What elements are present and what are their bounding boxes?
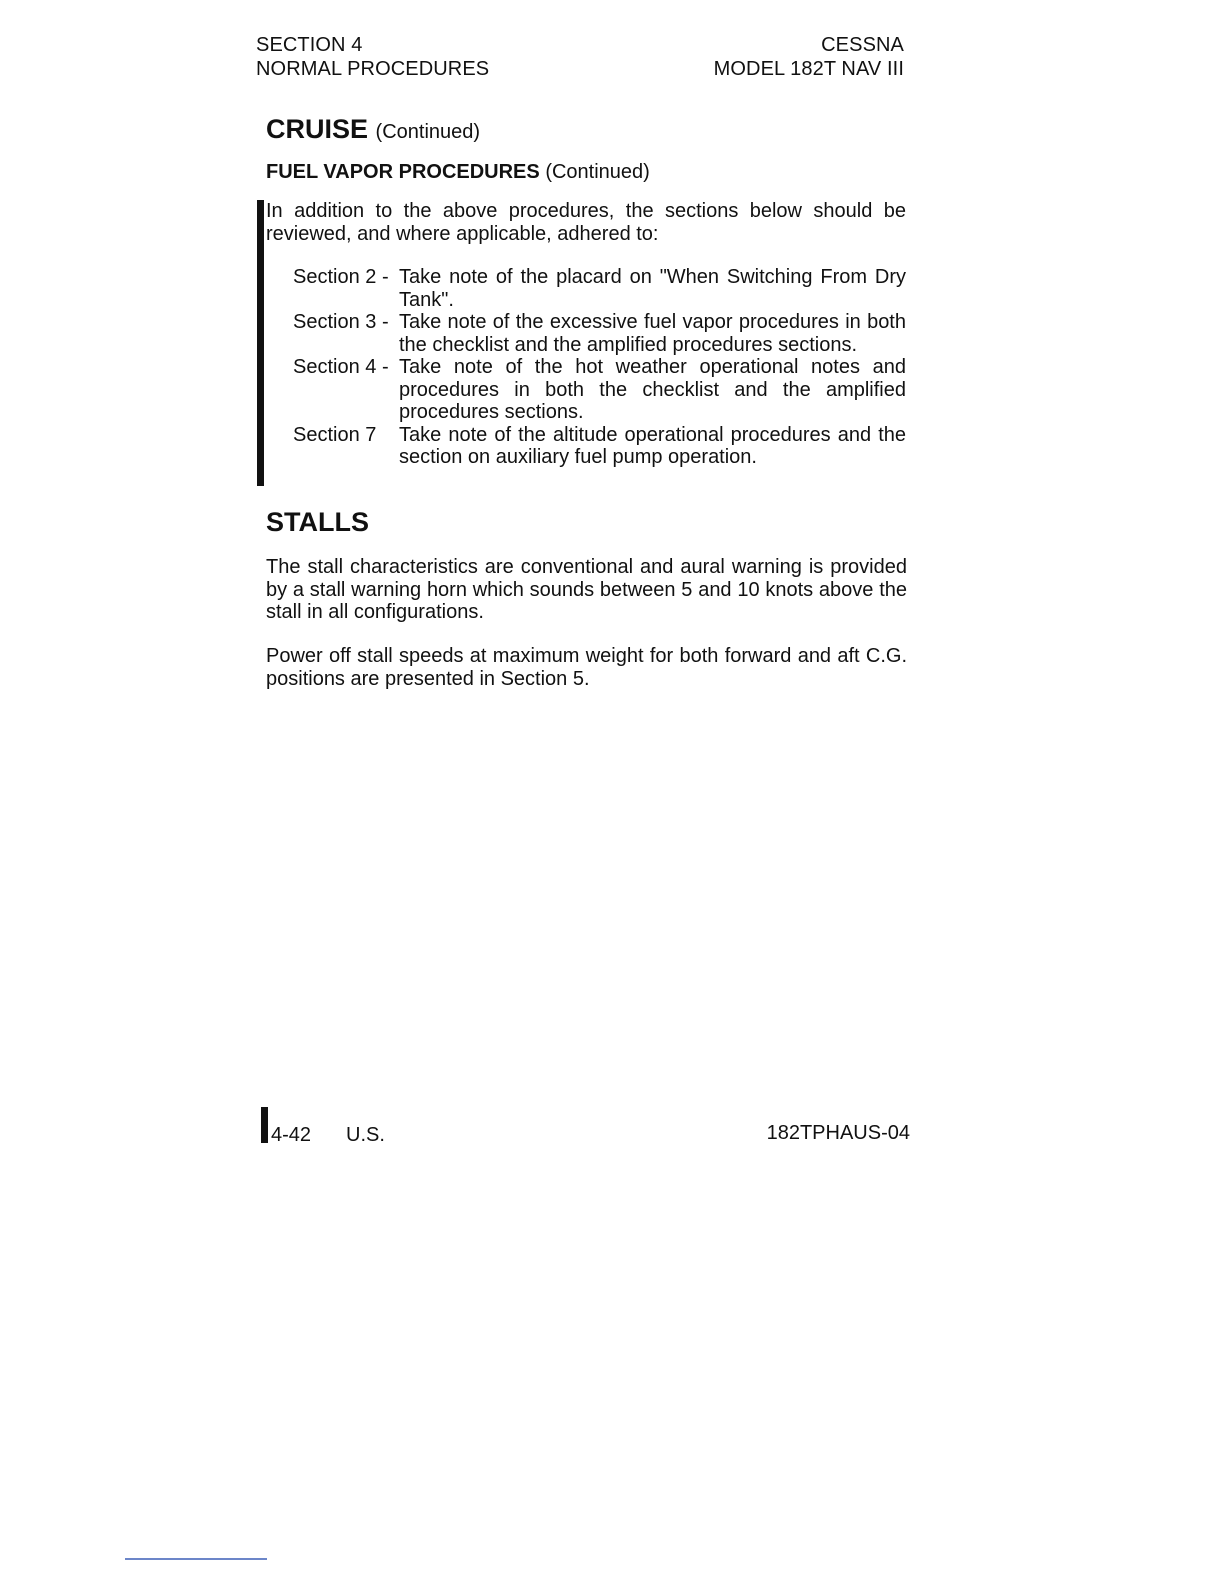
page-edge-line xyxy=(125,1558,267,1560)
section-label: Section 7 xyxy=(293,423,377,446)
section-reference-list xyxy=(266,266,906,469)
section-label: Section 2 - xyxy=(293,266,389,288)
footer-country: U.S. xyxy=(346,1124,385,1146)
section-label: Section 3 - xyxy=(293,311,389,333)
running-header-left xyxy=(256,33,489,81)
fuel-vapor-title: FUEL VAPOR PROCEDURES xyxy=(266,161,540,183)
footer-change-bar xyxy=(261,1107,268,1143)
section-note: Take note of the excessive fuel vapor procedures in both the checklist and the amplified procedures sections. xyxy=(399,311,906,356)
section-note: Take note of the placard on "When Switching From Dry Tank". xyxy=(399,266,906,311)
cruise-title: CRUISE xyxy=(266,114,369,144)
revision-change-bar xyxy=(257,200,264,486)
cruise-heading xyxy=(266,112,480,149)
fuel-vapor-continued: (Continued) xyxy=(545,161,650,183)
header-model: MODEL 182T NAV III xyxy=(713,58,904,80)
stalls-paragraph-characteristics: The stall characteristics are conventional and aural warning is provided by a stall warning horn which sounds between 5 and 10 knots above the stall in all configurations. xyxy=(266,556,907,623)
header-manufacturer: CESSNA xyxy=(821,34,904,56)
header-section-title: NORMAL PROCEDURES xyxy=(256,58,490,80)
section-note: Take note of the hot weather operational notes and procedures in both the checklist and the amplified procedures sections. xyxy=(399,356,906,423)
stalls-heading: STALLS xyxy=(266,507,369,537)
fuel-vapor-heading xyxy=(266,159,650,185)
section-note: Take note of the altitude operational procedures and the section on auxiliary fuel pump operation. xyxy=(399,423,906,468)
footer-page-number: 4-42 xyxy=(271,1124,312,1146)
running-header-right xyxy=(714,33,904,81)
list-item xyxy=(266,356,906,424)
header-section-number: SECTION 4 xyxy=(256,34,363,56)
section-label: Section 4 - xyxy=(293,356,389,378)
stalls-paragraph-speeds: Power off stall speeds at maximum weight for both forward and aft C.G. positions are presented in Section 5. xyxy=(266,645,907,690)
list-item xyxy=(266,424,906,469)
list-item xyxy=(266,311,906,356)
list-item xyxy=(266,266,906,311)
footer-document-id: 182TPHAUS-04 xyxy=(766,1122,910,1144)
cruise-continued: (Continued) xyxy=(375,121,481,143)
fuel-vapor-intro: In addition to the above procedures, the sections below should be reviewed, and where applicable, adhered to: xyxy=(266,200,906,245)
